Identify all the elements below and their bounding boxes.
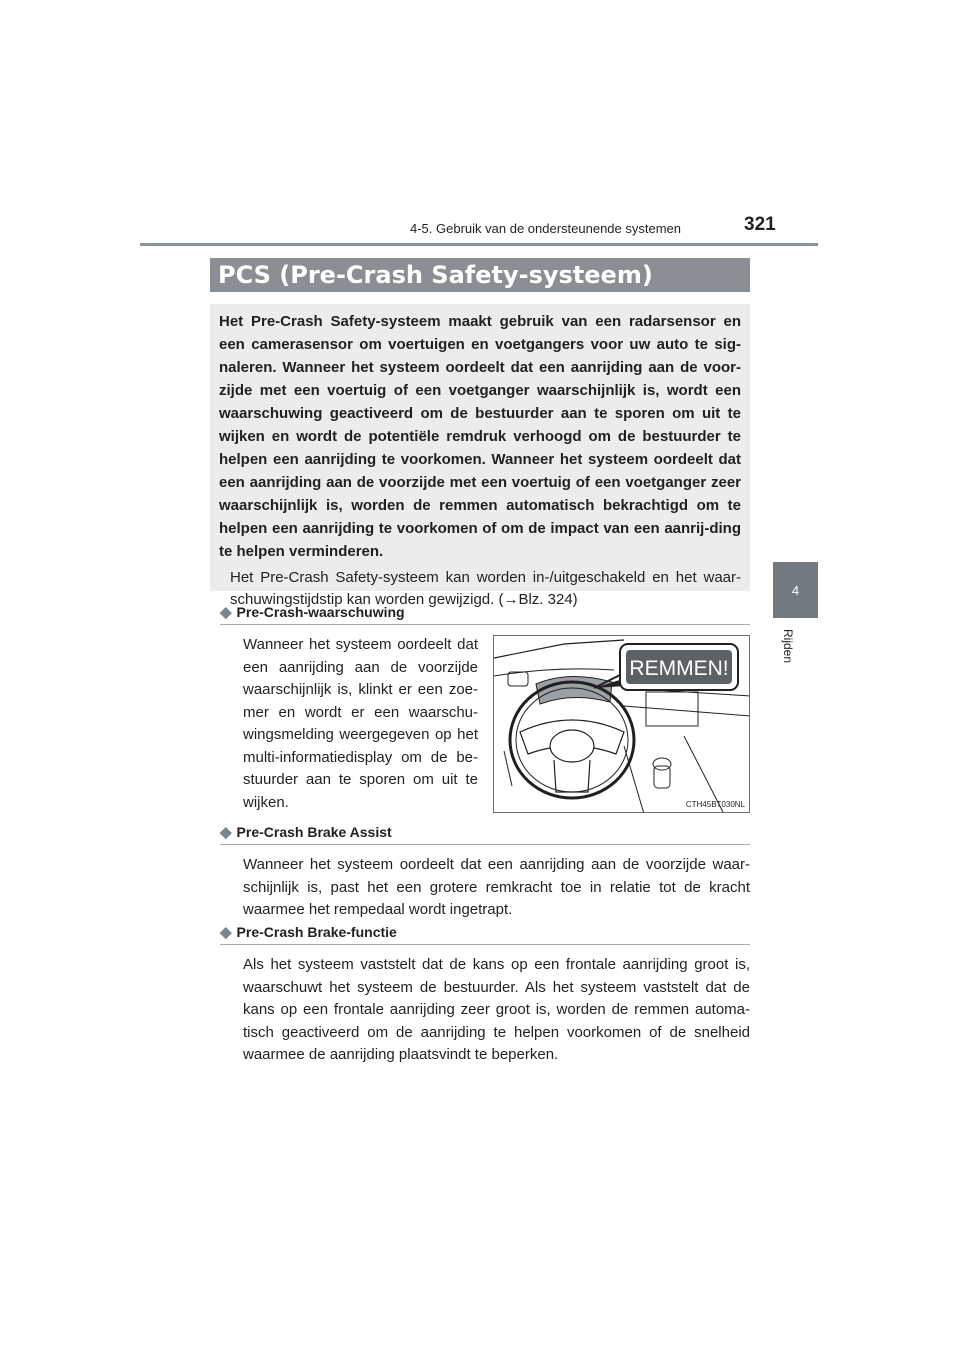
section-heading-text: Pre-Crash Brake-functie — [236, 924, 397, 940]
section-body-pre-crash-warning: Wanneer het systeem oordeelt dat een aanrijding aan de voorzijde waarschijnlijk is, klinkt er een zoe-mer en wordt er een waarschu-wingsmelding weergegeven op het multi-informatiedisplay om de be-stuurder aan te sporen om uit te wijken. — [243, 636, 478, 811]
section-heading-pre-crash-warning — [220, 603, 750, 621]
figure-code: CTH45BT030NL — [685, 800, 745, 809]
intro-box — [210, 304, 750, 608]
chapter-tab: 4 — [773, 562, 818, 618]
page-title: PCS (Pre-Crash Safety-systeem) — [210, 258, 750, 292]
running-head: 4-5. Gebruik van de ondersteunende systemen — [410, 221, 682, 236]
steering-wheel-illustration — [494, 636, 750, 813]
section-heading-text: Pre-Crash Brake Assist — [236, 824, 392, 840]
page-number: 321 — [744, 214, 776, 235]
section-body-brake-function: Als het systeem vaststelt dat de kans op een frontale aanrijding groot is, waarschuwt het systeem de bestuurder. Als het systeem vaststelt dat de kans op een frontale aanrijding zeer groot is, worden de remmen automa-tisch geactiveerd om de aanrijding te helpen voorkomen of de snelheid waarmee de aanrijding plaatsvindt te beperken. — [243, 956, 750, 1063]
section-rule — [220, 844, 750, 845]
section-heading-brake-assist — [220, 823, 750, 841]
intro-note-text: Het Pre-Crash Safety-systeem kan worden in-/uitgeschakeld en het waar-schuwingstijdstip kan worden gewijzigd. (→Blz. 324) — [230, 569, 741, 608]
section-rule — [220, 944, 750, 945]
section-heading-brake-function — [220, 923, 750, 941]
section-heading-text: Pre-Crash-waarschuwing — [236, 604, 405, 620]
callout-warning-text: REMMEN! — [629, 657, 729, 680]
section-body-brake-assist: Wanneer het systeem oordeelt dat een aanrijding aan de voorzijde waar-schijnlijk is, past het een grotere remkracht toe in relatie tot de kracht waarmee het rempedaal wordt ingetrapt. — [243, 856, 750, 918]
chapter-label: Rijden — [781, 629, 795, 664]
section-rule — [220, 624, 750, 625]
diamond-bullet-icon: ◆ — [220, 604, 232, 621]
header-rule — [140, 243, 818, 246]
dashboard-illustration — [493, 635, 750, 813]
diamond-bullet-icon: ◆ — [220, 824, 232, 841]
diamond-bullet-icon: ◆ — [220, 924, 232, 941]
intro-bold-text: Het Pre-Crash Safety-systeem maakt gebruik van een radarsensor en een camerasensor om voertuigen en voetgangers voor uw auto te sig-naleren. Wanneer het systeem oordeelt dat een aanrijding aan de voor-zijde met een voertuig of een voetganger waarschijnlijk is, wordt een waarschuwing geactiveerd om de bestuurder aan te sporen om uit te wijken en wordt de potentiële remdruk verhoogd om de bestuurder te helpen een aanrijding te voorkomen. Wanneer het systeem oordeelt dat een aanrijding aan de voorzijde met een voertuig of een voetganger zeer waarschijnlijk is, worden de remmen automatisch bekrachtigd om te helpen een aanrijding te voorkomen of om de impact van een aanrij-ding te helpen verminderen. — [219, 313, 741, 560]
